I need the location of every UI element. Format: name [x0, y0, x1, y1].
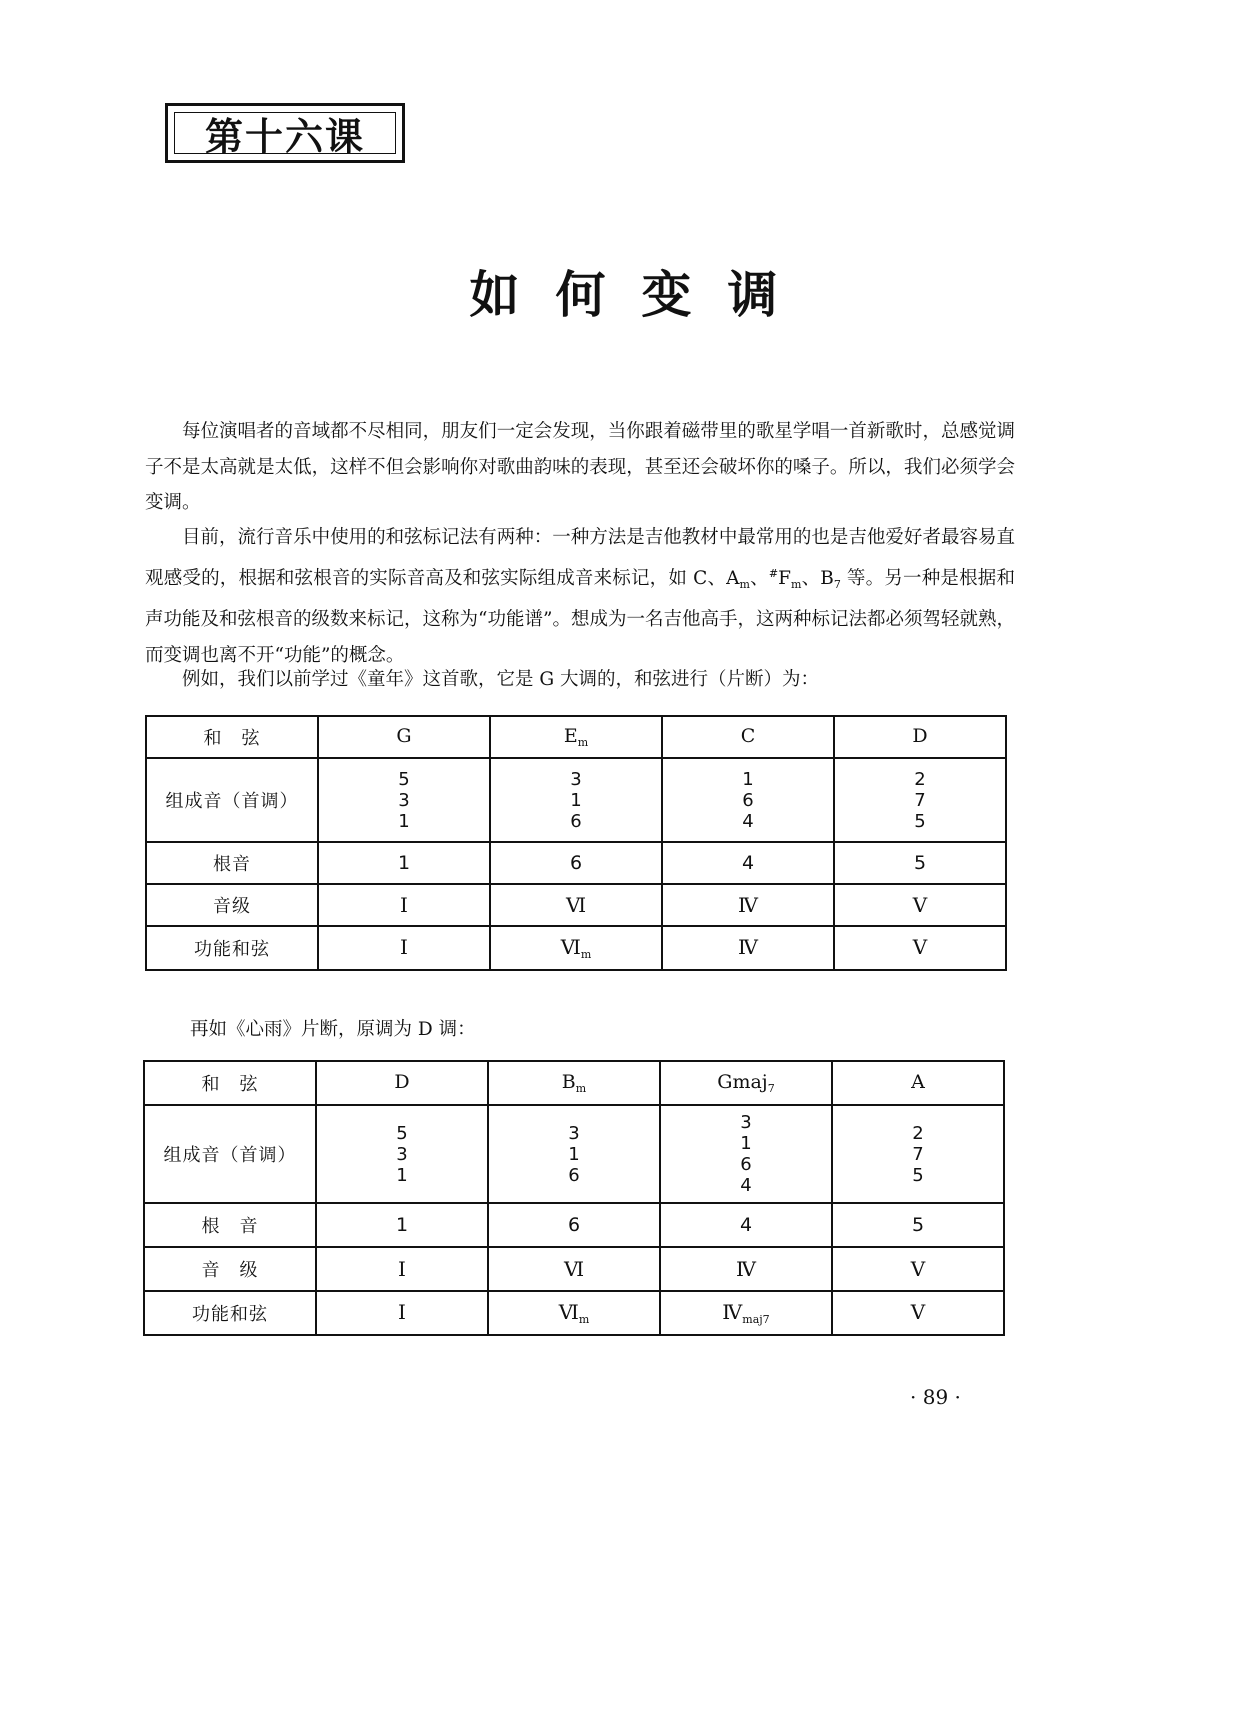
lesson-label: 第十六课: [204, 114, 365, 159]
row-label-root: 根 音: [144, 1203, 316, 1247]
chord-table-1: [145, 715, 1007, 971]
chord-name: C: [662, 716, 834, 758]
chord-name: Gmaj$_7$: [660, 1061, 832, 1105]
root-note: 4: [662, 842, 834, 884]
paragraph-2: [145, 520, 1015, 673]
root-note: 1: [316, 1203, 488, 1247]
function-chord: $Ⅳ_{maj7}$: [660, 1291, 832, 1335]
function-chord: Ⅴ: [834, 926, 1006, 970]
chord-name: D: [316, 1061, 488, 1105]
paragraph-2-text-c: F: [778, 567, 791, 589]
table-row: [144, 1105, 1004, 1203]
scale-degree: Ⅰ: [316, 1247, 488, 1291]
row-label-degree: 音级: [146, 884, 318, 926]
chord-name: $E_m$: [490, 716, 662, 758]
root-note: 4: [660, 1203, 832, 1247]
table-row: [146, 884, 1006, 926]
function-chord: Ⅰ: [316, 1291, 488, 1335]
root-note: 6: [488, 1203, 660, 1247]
paragraph-2-text-e: 等。另一种是根据和声功能及和弦根音的级数来标记，这称为“功能谱”。想成为一名吉他高手，这两种标记法都必须驾轻就熟，而变调也离不开“功能”的概念。: [145, 567, 1015, 666]
row-label-degree: 音 级: [144, 1247, 316, 1291]
function-chord: $Ⅵ_m$: [490, 926, 662, 970]
chord-notes: 5 3 1: [318, 758, 490, 842]
root-note: 5: [834, 842, 1006, 884]
row-label-function: 功能和弦: [144, 1291, 316, 1335]
table-row: [144, 1291, 1004, 1335]
paragraph-3: 例如，我们以前学过《童年》这首歌，它是 G 大调的，和弦进行（片断）为：: [182, 669, 820, 690]
function-chord: Ⅰ: [318, 926, 490, 970]
table-row: [146, 842, 1006, 884]
paragraph-2-text-d: 、B: [801, 567, 834, 589]
lesson-label-box: [165, 103, 405, 163]
table-row: [146, 926, 1006, 970]
row-label-chord: 和 弦: [144, 1061, 316, 1105]
scale-degree: Ⅳ: [662, 884, 834, 926]
chord-name: G: [318, 716, 490, 758]
page-number: · 89 ·: [910, 1385, 961, 1409]
subscript-m: m: [739, 577, 750, 591]
root-note: 5: [832, 1203, 1004, 1247]
row-label-notes: 组成音（首调）: [146, 758, 318, 842]
paragraph-2-text-b: 、: [749, 567, 769, 589]
subscript-m: m: [790, 577, 802, 591]
function-chord: Ⅴ: [832, 1291, 1004, 1335]
chord-notes: 2 7 5: [834, 758, 1006, 842]
paragraph-2-text-a: 目前，流行音乐中使用的和弦标记法有两种：一种方法是吉他教材中最常用的也是吉他爱好者最容易直观感受的，根据和弦根音的实际音高及和弦实际组成音来标记，如 C、A: [145, 527, 1015, 589]
scale-degree: Ⅴ: [832, 1247, 1004, 1291]
page-title: 如何变调: [469, 265, 814, 324]
scale-degree: Ⅳ: [660, 1247, 832, 1291]
chord-name: D: [834, 716, 1006, 758]
scale-degree: Ⅴ: [834, 884, 1006, 926]
table-row: [144, 1247, 1004, 1291]
table-row: [146, 716, 1006, 758]
function-chord: Ⅳ: [662, 926, 834, 970]
root-note: 6: [490, 842, 662, 884]
row-label-function: 功能和弦: [146, 926, 318, 970]
root-note: 1: [318, 842, 490, 884]
chord-notes: 3 1 6: [490, 758, 662, 842]
table-2-intro: 再如《心雨》片断，原调为 D 调：: [190, 1019, 476, 1040]
scale-degree: Ⅵ: [488, 1247, 660, 1291]
table-row: [144, 1203, 1004, 1247]
row-label-root: 根音: [146, 842, 318, 884]
chord-name: A: [832, 1061, 1004, 1105]
row-label-notes: 组成音（首调）: [144, 1105, 316, 1203]
function-chord: $Ⅵ_m$: [488, 1291, 660, 1335]
chord-notes: 3 1 6: [488, 1105, 660, 1203]
chord-notes: 1 6 4: [662, 758, 834, 842]
subscript-7: 7: [833, 577, 841, 591]
sharp-sign: #: [768, 566, 779, 580]
table-row: [144, 1061, 1004, 1105]
chord-notes: 2 7 5: [832, 1105, 1004, 1203]
scale-degree: Ⅵ: [490, 884, 662, 926]
paragraph-1: 每位演唱者的音域都不尽相同，朋友们一定会发现，当你跟着磁带里的歌星学唱一首新歌时，总感觉调子不是太高就是太低，这样不但会影响你对歌曲韵味的表现，甚至还会破坏你的嗓子。所以，我们必须学会变调。: [145, 421, 1015, 513]
chord-notes: 3 1 6 4: [660, 1105, 832, 1203]
scale-degree: Ⅰ: [318, 884, 490, 926]
row-label-chord: 和 弦: [146, 716, 318, 758]
chord-notes: 5 3 1: [316, 1105, 488, 1203]
table-row: [146, 758, 1006, 842]
chord-name: $B_m$: [488, 1061, 660, 1105]
chord-table-2: [143, 1060, 1005, 1336]
